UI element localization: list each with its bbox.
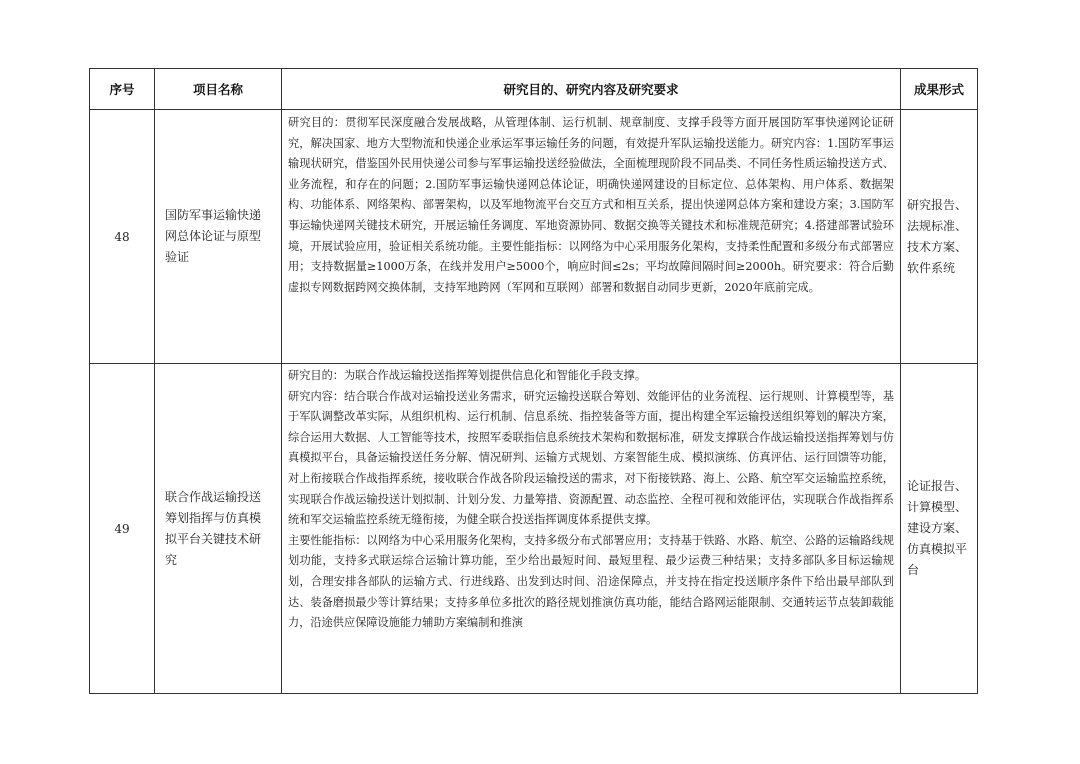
project-description (282, 364, 901, 694)
description-paragraph: 主要性能指标：以网络为中心采用服务化架构，支持多级分布式部署应用；支持基于铁路、水路、航空、公路的运输路线规划功能，支持多式联运综合运输计算功能，至少给出最短时间、最短里程、最少运费三种结果；支持多部队多目标运输规划，合理安排各部队的运输方式、行进线路、出发到达时间、沿途保障点，并支持在指定投送顺序条件下给出最早部队到达、装备磨损最少等计算结果；支持多单位多批次的路径规划推演仿真功能，能结合路网运能限制、交通转运节点装卸载能力，沿途供应保障设施能力辅助方案编制和推演 (288, 533, 894, 630)
description-paragraph: 研究目的：贯彻军民深度融合发展战略，从管理体制、运行机制、规章制度、支撑手段等方面开展国防军事快递网论证研究，解决国家、地方大型物流和快递企业承运军事运输任务的问题，有效提升军队运输投送能力。研究内容：1.国防军事运输现状研究，借鉴国外民用快递公司参与军事运输投送经验做法，全面梳理现阶段不同品类、不同任务性质运输投送方式、业务流程，和存在的问题；2.国防军事运输快递网总体论证，明确快递网建设的目标定位、总体架构、用户体系、数据架构、功能体系、网络架构、部署架构，以及军地物流平台交互方式和相互关系，提出快递网总体方案和建设方案；3.国防军事运输快递网关键技术研究，开展运输任务调度、军地资源协同、数据交换等关键技术和标准规范研究；4.搭建部署试验环境，开展试验应用，验证相关系统功能。主要性能指标：以网络为中心采用服务化架构，支持柔性配置和多级分布式部署应用；支持数据量≥1000万条，在线并发用户≥5000个，响应时间≤2s；平均故障间隔时间≥2000h。研究要求：符合后勤虚拟专网数据跨网交换体制，支持军地跨网（军网和互联网）部署和数据自动同步更新，2020年底前完成。 (288, 116, 894, 294)
table-row (90, 110, 978, 364)
header-content: 研究目的、研究内容及研究要求 (282, 69, 901, 110)
description-paragraph: 研究目的：为联合作战运输投送指挥筹划提供信息化和智能化手段支撑。 (288, 369, 647, 382)
description-paragraph: 研究内容：结合联合作战对运输投送业务需求，研究运输投送联合筹划、效能评估的业务流程、运行规则、计算模型等，基于军队调整改革实际，从组织机构、运行机制、信息系统、指控装备等方面，提出构建全军运输投送组织筹划的解决方案，综合运用大数据、人工智能等技术，按照军委联指信息系统技术架构和数据标准，研发支撑联合作战运输投送指挥筹划与仿真模拟平台，具备运输投送任务分解、情况研判、运输方式规划、方案智能生成、模拟演练、仿真评估、运行回馈等功能，对上衔接联合作战指挥系统，接收联合作战各阶段运输投送的需求，对下衔接铁路、海上、公路、航空军交运输监控系统，实现联合作战运输投送计划拟制、计划分发、力量筹措、资源配置、动态监控、全程可视和效能评估，实现联合作战指挥系统和军交运输监控系统无缝衔接，为健全联合投送指挥调度体系提供支撑。 (288, 389, 894, 527)
header-num: 序号 (90, 69, 155, 110)
header-result: 成果形式 (901, 69, 978, 110)
project-name: 国防军事运输快递网总体论证与原型验证 (155, 110, 282, 364)
table-row (90, 364, 978, 694)
project-name: 联合作战运输投送筹划指挥与仿真模拟平台关键技术研究 (155, 364, 282, 694)
row-number: 49 (90, 364, 155, 694)
project-description (282, 110, 901, 364)
project-table (89, 68, 978, 694)
deliverable-form: 论证报告、计算模型、建设方案、仿真模拟平台 (901, 364, 978, 694)
deliverable-form: 研究报告、法规标准、技术方案、软件系统 (901, 110, 978, 364)
table-header-row (90, 69, 978, 110)
row-number: 48 (90, 110, 155, 364)
header-name: 项目名称 (155, 69, 282, 110)
